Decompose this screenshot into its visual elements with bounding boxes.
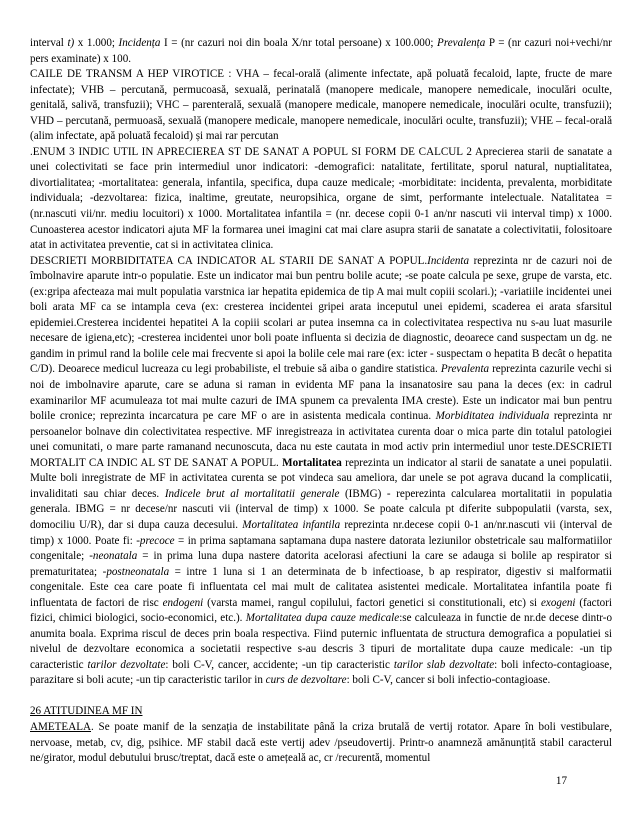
page-number: 17 bbox=[555, 775, 567, 787]
text: = in prima saptamana saptamana dupa nastere datorata leziunilor obstetricale sau malformatiilor congenitale; bbox=[30, 534, 612, 563]
term-endogeni: endogeni bbox=[162, 596, 204, 609]
text: I = (nr cazuri noi din boala X/nr total persoane) x 100.000; bbox=[160, 37, 438, 49]
term-mortalitatea: Mortalitatea bbox=[282, 456, 342, 469]
paragraph-health-indicators: .ENUM 3 INDIC UTIL IN APRECIEREA ST DE SANAT A POPUL SI FORM DE CALCUL 2 Aprecierea starii de sanatate a unei colectivitati se face prin intermediul unor indicatori: -demografici: natalitate, fertilitate, sporul natural, nuptialitatea, divortialitatea; -mortalitatea: generala, infantila, specifica, dupa cauze medicale; -morbiditate: incidenta, prevalenta, morbiditate individuala; -dezvoltarea: fizica, inaltime, greutate, neuropsihica, organe de simt, performante intelectuale. Natalitatea = (nr.nascuti vii/nr. mediu locuitori) x 1000. Mortalitatea infantila = (nr. decese copii 0-1 an/nr nascuti vii interval timp) x 1000. Cunoasterea acestor indicatori ajuta MF la formarea unei imagini cat mai clare asupra starii de sanatate a colectivitatii, folositoare atat in activitatea preventie, cat si in activitatea clinica. bbox=[30, 145, 612, 252]
term-tarilor-dezvoltate: tarilor dezvoltate bbox=[87, 658, 166, 671]
text: reprezinta cazurile vechi si noi de imbolnavire aparute, care se aduna si raman in evidenta MF pana la insanatosire sau pana la deces (ex: in cadrul examinarilor MF acumuleaza tot mai multe cazuri de IMA spunem ca prevalenta IMA creste). Este un indicator mai bun pentru bolile cronice; reprezinta incarcatura pe care MF o are in asistenta medicala continua. bbox=[30, 363, 612, 423]
term-curs-de-dezvoltare: curs de dezvoltare bbox=[265, 674, 347, 687]
paragraph-transmission-routes: CAILE DE TRANSM A HEP VIROTICE : VHA – fecal-orală (alimente infectate, apă poluată fecaloid, lapte, fructe de mare infectate); VHB – percutană, permucoasă, sexuală, perinatală (manopere medicale, manopere nemedicale, inoculări oculte, genitală, salivă, transfuzii); VHC – parenterală, sexuală (manopere medicale, manopere nemedicale, inoculări oculte, transfuzii); VHD – percutană, permuoasă, sexuală (manopere medicale, manopere nemedicale, inoculări oculte, transfuzii); VHE – fecal-orală (alim infectate, apă poluată fecaloid) și mai rar percutan bbox=[30, 68, 612, 143]
text: :se calculeaza in functie de nr.de decese dintr-o anumita boala. Exprima riscul de deces prin boala respectiva. Fiind puternic influentata de structura demografica a populatiei si nivelul de dezvoltare economica a societatii respective s-au descris 3 tipuri de mortalitate dupa cauze medicale: -un tip caracteristic bbox=[30, 612, 612, 671]
text: reprezinta un indicator al starii de sanatate a unei populatii. Multe boli inregistrate de MF in activitatea curenta se pot vindeca sau ameliora, dar unele se pot agrava ducand la complicatii, invaliditati sau chiar deces. bbox=[30, 456, 612, 500]
term-prevalenta: Prevalența bbox=[437, 37, 486, 49]
text: : boli C-V, cancer si boli infectio-contagioase. bbox=[346, 674, 551, 687]
text: (factori fizici, chimici biologici, socio-economici, etc.). bbox=[30, 596, 612, 625]
heading-text: 26 ATITUDINEA MF IN bbox=[30, 705, 143, 718]
term-exogeni: exogeni bbox=[541, 596, 576, 609]
text: (IBMG) - reperezinta calcularea mortalitatii in populatia generala. IBMG = nr decese/nr nascuti vii (interval de timp) x 1000. Se poate calcula pt diferite subpopulatii (varsta, sex, domociliu U/R), dar si dupa cauza decesului. bbox=[30, 487, 613, 531]
term-morbiditate-individuala: Morbiditatea individuala bbox=[435, 410, 550, 423]
paragraph-ameteala bbox=[30, 720, 612, 767]
text: DESCRIETI MORBIDITATEA CA INDICATOR AL STARII DE SANAT A POPUL. bbox=[30, 254, 428, 267]
term-tarilor-slab-dezvoltate: tarilor slab dezvoltate bbox=[393, 658, 495, 671]
text: . Se poate manif de la senzația de instabilitate până la criza brutală de vertij rotator. Apare în boli vestibulare, nervoase, metab, cv, dig, psihice. MF stabil dacă este vertij adev /pseudovertij. Printr-o anamneză amănunțită stabil caracterul ne/girator, modul debutului brusc/treptat, dacă este o amețeală ac, cr /recurentă, momentul bbox=[30, 721, 612, 765]
term-mortalitatea-dupa-cauze: Mortalitatea dupa cauze medicale bbox=[245, 612, 400, 625]
text: : boli infecto-contagioase, parazitare si boli acute; -un tip caracteristic tarilor in bbox=[30, 658, 612, 687]
text: reprezinta nr.decese copii 0-1 an/nr.nascuti vii (interval de timp) x 1000. Poate fi: bbox=[30, 518, 613, 547]
term-incidenta: Incidența bbox=[118, 37, 161, 49]
section-heading bbox=[30, 704, 612, 720]
text: = in prima luna dupa nastere datorita acelorasi afectiuni la care se adauga si bolile ap respirator si prematuritatea; bbox=[30, 550, 612, 578]
text: : boli C-V, cancer, accidente; -un tip caracteristic bbox=[165, 658, 394, 671]
term-postneonatala: -postneonatala bbox=[102, 565, 170, 578]
paragraph-incidence-prevalence bbox=[30, 36, 612, 67]
text: = intre 1 luna si 1 an determinata de b infectioase, b ap respirator, digestiv si malformatii congenitale. Este cea care poate fi influentata cel mai mult de calitatea asistentei medicale. Mortalitatea infantila poate fi influentata de factori de risc bbox=[30, 565, 612, 609]
text: x 1.000; bbox=[74, 37, 119, 49]
term-mortalitatea-infantila: Mortalitatea infantila bbox=[242, 518, 341, 531]
text: reprezinta nr de cazuri noi de îmbolnavire aparute intr-o populatie. Este un indicator mai bun pentru bolile acute; -se poate calcula pe sexe, grupe de varsta, etc.(ex:gripa afecteaza mai mult populatia varstnica iar hepatita epidemica de tip A mai mult copiii scolari.); -variatiile incidentei unei boli arata MF ca se intampla ceva (ex: cresterea incidentei gripei arata inceputul unei epidemi, scaderea ei arata sfarsitul epidemiei.Cresterea incidentei hepatitei A la copiii scolari ar putea insemna ca in colectivitatea respectiva nu s-au luat masurile necesare de igiena,etc); -cresterea incidentei unor boli poate influenta si decizia de diagnostic, deoarece cand suspectam un dg. ne gandim in primul rand la bolile cele mai frecvente si apoi la bolile cele mai rare (ex: icter - suspectam o hepatita B decât o hepatita C/D). Deoarece medicul lucreaza cu legi probabiliste, el trebuie să aiba o gandire statistica. bbox=[30, 254, 612, 376]
term-ameteala: AMETEALA bbox=[30, 721, 92, 734]
paragraph-gap bbox=[30, 689, 612, 705]
term-precoce: -precoce bbox=[136, 534, 175, 547]
term-incidenta: Incidenta bbox=[427, 254, 470, 267]
paragraph-morbidity-mortality bbox=[30, 254, 612, 689]
text: reprezinta nr persoanelor bolnave din colectivitatea respective. MF inregistreaza in activitatea curenta doar o mica parte din totalul patologiei unei comunitati, o mare parte ramanand necunoscuta, daca nu este cautata in mod activ prin intermediul unor teste.DESCRIETI MORTALIT CA INDIC AL ST DE SANAT A POPUL. bbox=[30, 410, 612, 469]
text: P = (nr cazuri noi+vechi/nr pers examinate) x 100. bbox=[30, 37, 612, 65]
text: interval bbox=[30, 37, 68, 49]
text: (varsta mamei, rangul copilului, factori genetici si constitutionali, etc) si bbox=[203, 596, 541, 609]
term-indicele-brut: Indicele brut al mortalitatii generale bbox=[164, 487, 340, 500]
italic-text: t) bbox=[67, 37, 75, 49]
term-neonatala: -neonatala bbox=[89, 550, 138, 563]
term-prevalenta: Prevalenta bbox=[440, 363, 490, 376]
